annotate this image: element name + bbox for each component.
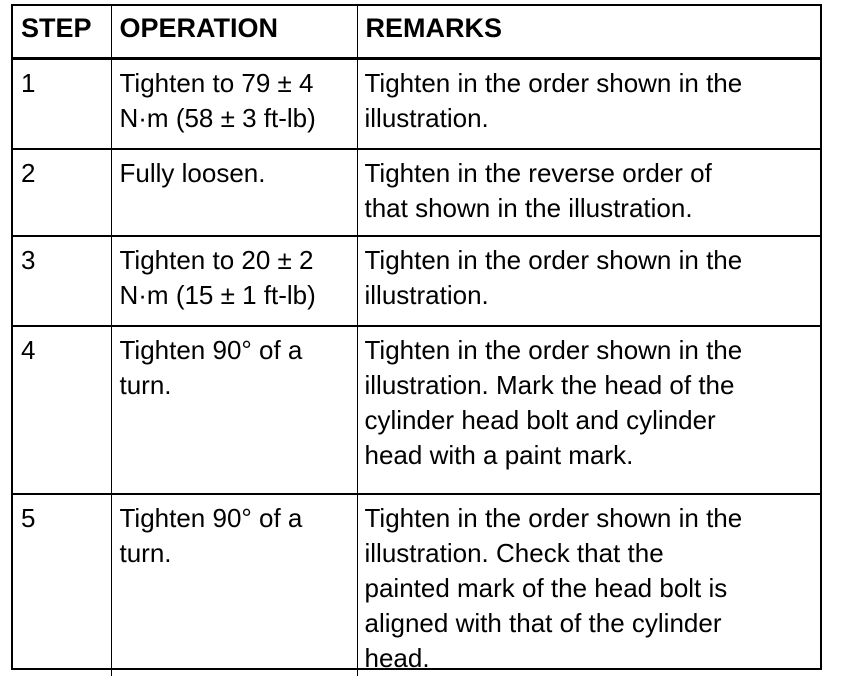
table-row (13, 326, 820, 494)
remarks-cell (357, 494, 820, 676)
table-row (13, 494, 820, 676)
step-number: 3 (13, 236, 111, 326)
remarks-line: Tighten in the order shown in the (364, 335, 743, 365)
remarks-line: Tighten in the reverse order of (364, 158, 712, 188)
operation-line: N·m (15 ± 1 ft-lb) (119, 280, 316, 310)
table-row (13, 236, 820, 326)
operation-line: N·m (58 ± 3 ft-lb) (119, 103, 316, 133)
operation-line: Tighten 90° of a (119, 335, 303, 365)
table-row (13, 59, 820, 150)
remarks-cell (357, 236, 820, 326)
operation-cell (111, 326, 357, 494)
step-number: 5 (13, 494, 111, 676)
step-number: 2 (13, 149, 111, 236)
remarks-line: aligned with that of the cylinder (364, 608, 722, 638)
table-row (13, 149, 820, 236)
remarks-line: that shown in the illustration. (364, 193, 693, 223)
remarks-cell (357, 326, 820, 494)
header-step: STEP (13, 6, 111, 59)
operation-cell (111, 494, 357, 676)
step-number: 4 (13, 326, 111, 494)
header-operation: OPERATION (111, 6, 357, 59)
table-header-row (13, 6, 820, 59)
remarks-line: Tighten in the order shown in the (364, 245, 743, 275)
remarks-line: head with a paint mark. (364, 440, 634, 470)
operation-cell (111, 149, 357, 236)
remarks-line: illustration. (364, 103, 489, 133)
step-number: 1 (13, 59, 111, 150)
remarks-line: illustration. (364, 280, 489, 310)
operation-line: Tighten to 79 ± 4 (119, 68, 314, 98)
operation-line: turn. (119, 370, 172, 400)
operation-line: turn. (119, 538, 172, 568)
remarks-line: illustration. Mark the head of the (364, 370, 735, 400)
remarks-line: cylinder head bolt and cylinder (364, 405, 716, 435)
torque-procedure-table-frame (11, 4, 822, 673)
torque-procedure-table (13, 6, 820, 676)
operation-cell (111, 236, 357, 326)
operation-line: Tighten to 20 ± 2 (119, 245, 314, 275)
operation-line: Tighten 90° of a (119, 503, 303, 533)
remarks-line: illustration. Check that the (364, 538, 664, 568)
operation-line: Fully loosen. (119, 158, 266, 188)
operation-cell (111, 59, 357, 150)
remarks-line: Tighten in the order shown in the (364, 503, 743, 533)
remarks-line: head. (364, 643, 430, 673)
remarks-cell (357, 59, 820, 150)
remarks-line: Tighten in the order shown in the (364, 68, 743, 98)
remarks-cell (357, 149, 820, 236)
remarks-line: painted mark of the head bolt is (364, 573, 728, 603)
header-remarks: REMARKS (357, 6, 820, 59)
